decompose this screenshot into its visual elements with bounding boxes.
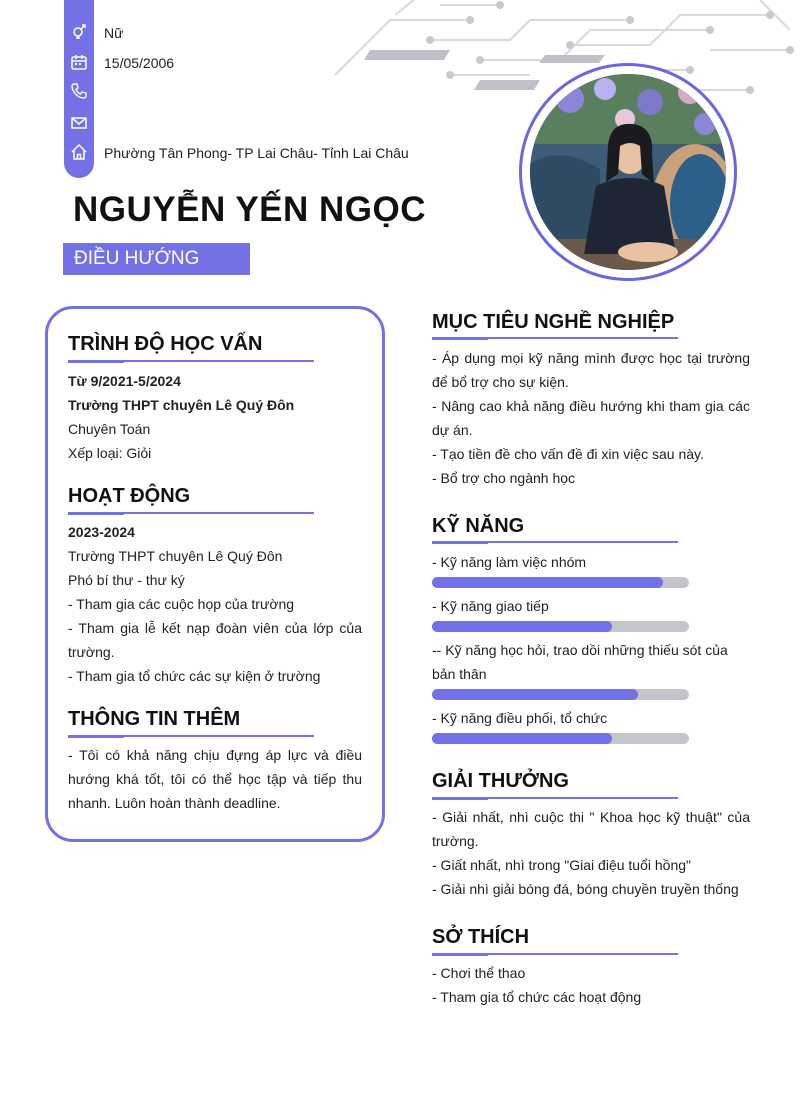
education-period: Từ 9/2021-5/2024	[68, 373, 181, 389]
skill-bar-track	[432, 689, 689, 700]
objective-item: - Bổ trợ cho ngành học	[432, 470, 576, 486]
hobbies-title: SỞ THÍCH	[432, 926, 530, 948]
gender-icon	[70, 22, 88, 40]
skill-label: -- Kỹ năng học hỏi, trao dồi những thiếu sót của bản thân	[432, 642, 728, 682]
phone-icon	[70, 82, 88, 100]
objective-rule	[432, 337, 678, 339]
skill-bar-fill	[432, 621, 612, 632]
education-rule	[68, 360, 314, 362]
birthdate-text: 15/05/2006	[104, 55, 175, 71]
gender-text: Nữ	[104, 25, 124, 41]
skill-bar-fill	[432, 577, 663, 588]
skill-label: - Kỹ năng làm việc nhóm	[432, 554, 587, 570]
hobbies-rule	[432, 953, 678, 955]
skill-bar-track	[432, 733, 689, 744]
skill-label: - Kỹ năng giao tiếp	[432, 598, 549, 614]
objective-title: MỤC TIÊU NGHỀ NGHIỆP	[432, 311, 675, 333]
objective-item: - Nâng cao khả năng điều hướng khi tham gia các dự án.	[432, 398, 750, 438]
activities-title: HOẠT ĐỘNG	[68, 485, 191, 507]
skill-bar-fill	[432, 733, 612, 744]
activities-position: Phó bí thư - thư ký	[68, 572, 185, 588]
skill-bar-track	[432, 577, 689, 588]
activity-item: - Tham gia tổ chức các sự kiện ở trường	[68, 668, 321, 684]
activity-item: - Tham gia lễ kết nạp đoàn viên của lớp của trường.	[68, 620, 362, 660]
awards-rule	[432, 797, 678, 799]
extra-info-title: THÔNG TIN THÊM	[68, 708, 241, 730]
skills-rule	[432, 541, 678, 543]
education-grade: Xếp loại: Giỏi	[68, 445, 152, 461]
education-title: TRÌNH ĐỘ HỌC VẤN	[68, 333, 263, 355]
role-label: ĐIỀU HƯỚNG	[63, 243, 250, 275]
activities-rule	[68, 512, 314, 514]
hobby-item: - Tham gia tổ chức các hoạt động	[432, 989, 642, 1005]
skills-title: KỸ NĂNG	[432, 515, 525, 537]
home-icon	[70, 143, 88, 161]
contact-icon-bar	[64, 0, 94, 178]
education-school: Trường THPT chuyên Lê Quý Đôn	[68, 397, 295, 413]
extra-info-text: - Tôi có khả năng chịu đựng áp lực và điều hướng khá tốt, tôi có thể học tập và tiếp thu nhanh. Luôn hoàn thành deadline.	[68, 747, 362, 811]
mail-icon	[70, 114, 88, 132]
skill-label: - Kỹ năng điều phối, tổ chức	[432, 710, 608, 726]
activities-org: Trường THPT chuyên Lê Quý Đôn	[68, 548, 283, 564]
extra-info-rule	[68, 735, 314, 737]
candidate-name: NGUYỄN YẾN NGỌC	[73, 190, 427, 229]
award-item: - Giải nhì giải bóng đá, bóng chuyền truyền thống	[432, 881, 739, 897]
objective-item: - Tạo tiền đề cho vấn đề đi xin việc sau này.	[432, 446, 704, 462]
avatar	[530, 74, 726, 270]
education-major: Chuyên Toán	[68, 421, 151, 437]
award-item: - Giất nhất, nhì trong "Giai điệu tuổi hồng"	[432, 857, 691, 873]
awards-title: GIẢI THƯỞNG	[432, 770, 569, 792]
hobby-item: - Chơi thể thao	[432, 965, 526, 981]
activity-item: - Tham gia các cuộc họp của trường	[68, 596, 295, 612]
objective-item: - Áp dụng mọi kỹ năng mình được học tại trường để bổ trợ cho sự kiện.	[432, 350, 750, 390]
skill-bar-fill	[432, 689, 638, 700]
calendar-icon	[70, 53, 88, 71]
activities-period: 2023-2024	[68, 524, 135, 540]
skill-bar-track	[432, 621, 689, 632]
award-item: - Giải nhất, nhì cuộc thi " Khoa học kỹ thuật" của trường.	[432, 809, 750, 849]
address-text: Phường Tân Phong- TP Lai Châu- Tỉnh Lai Châu	[104, 145, 409, 161]
